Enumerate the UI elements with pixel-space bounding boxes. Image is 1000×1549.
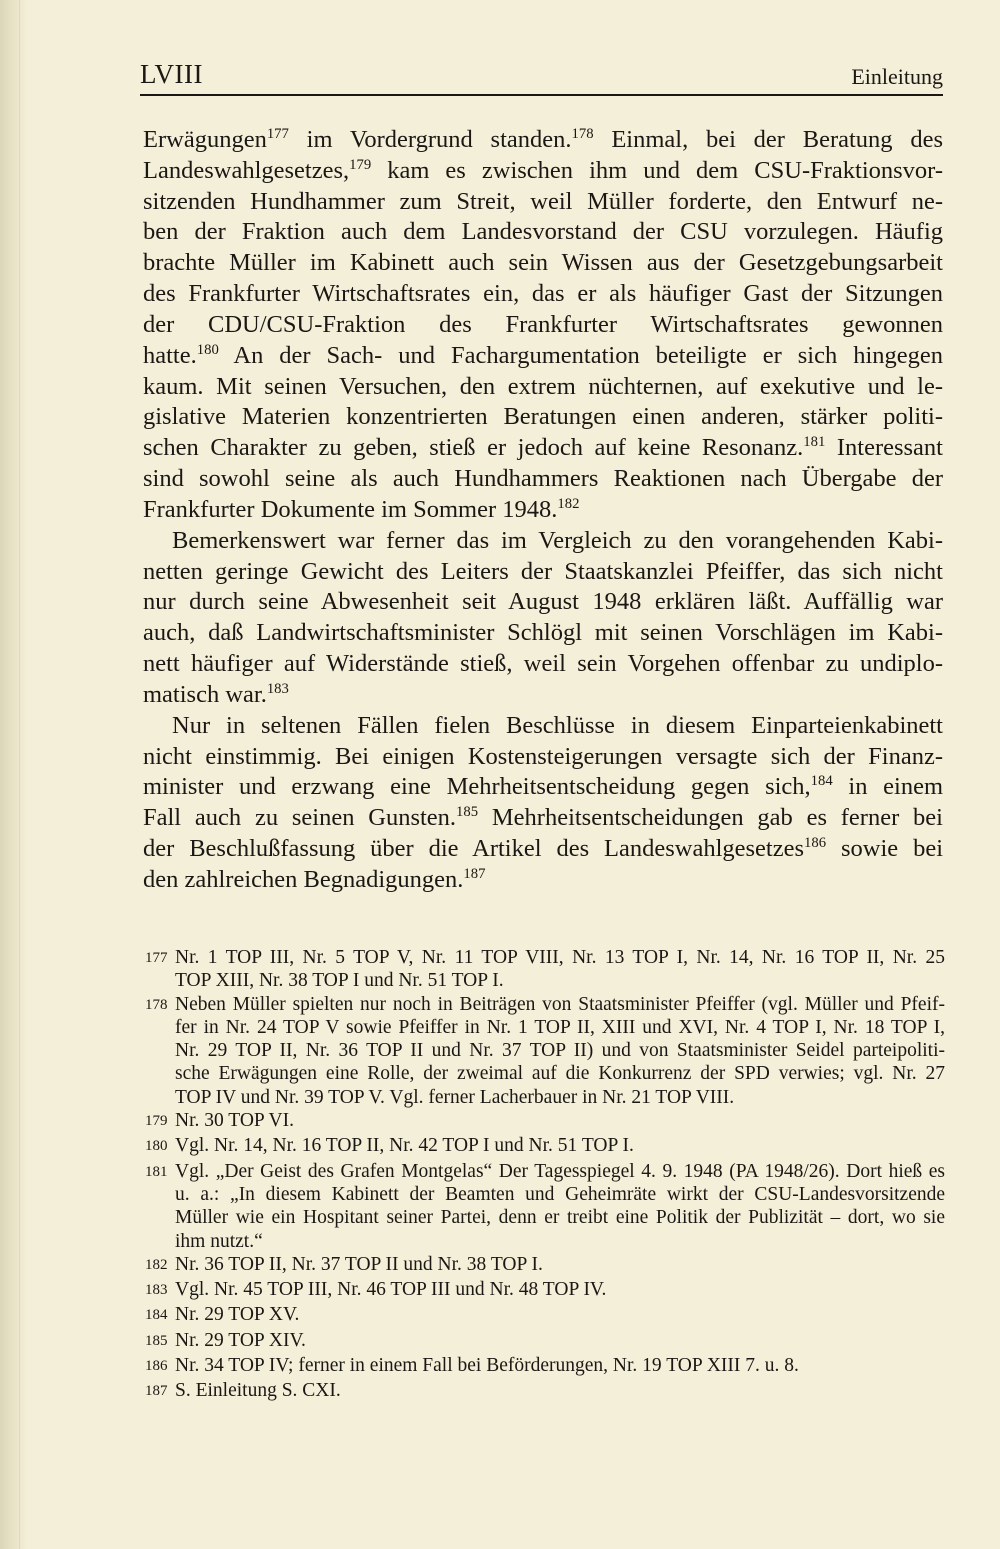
- footnote-line: Vgl. Nr. 14, Nr. 16 TOP II, Nr. 42 TOP I und Nr. 51 TOP I.: [175, 1135, 634, 1157]
- footnote-text: [175, 1160, 945, 1253]
- footnote: [145, 1354, 945, 1379]
- footnote-text: [175, 1329, 945, 1352]
- page-number: LVIII: [140, 59, 203, 89]
- footnote-line: TOP XIII, Nr. 38 TOP I und Nr. 51 TOP I.: [175, 970, 504, 992]
- footnote-line: Vgl. „Der Geist des Grafen Montgelas“ Der Tagesspiegel 4. 9. 1948 (PA 1948/26). Dort hieß es: [175, 1160, 945, 1182]
- footnote: [145, 1160, 945, 1253]
- footnote-line: Nr. 29 TOP II, Nr. 36 TOP II und Nr. 37 TOP II) und von Staatsminister Seidel parteipoliti-: [175, 1040, 945, 1062]
- footnote-line: Nr. 29 TOP XIV.: [175, 1329, 306, 1351]
- footnote-line: S. Einleitung S. CXI.: [175, 1380, 341, 1402]
- footnote-number: 180: [145, 1138, 168, 1155]
- text-line: Bemerkenswert war ferner das im Vergleich zu den vorangehenden Kabi-: [172, 526, 943, 554]
- text-line: Landeswahlgesetzes,$^{179}$ kam es zwischen ihm und dem CSU-Fraktionsvor-: [143, 156, 943, 184]
- footnote-reference: 183: [266, 680, 289, 697]
- text-line: kaum. Mit seinen Versuchen, den extrem nüchternen, auf exekutive und le-: [143, 372, 943, 400]
- footnote-text: [175, 1303, 945, 1326]
- footnote-line: Nr. 36 TOP II, Nr. 37 TOP II und Nr. 38 TOP I.: [175, 1253, 543, 1275]
- footnote-reference: 187: [463, 865, 486, 882]
- footnote-line: fer in Nr. 24 TOP V sowie Pfeiffer in Nr. 1 TOP II, XIII und XVI, Nr. 4 TOP I, Nr. 18 TOP I,: [175, 1016, 945, 1038]
- text-line: der CDU/CSU-Fraktion des Frankfurter Wirtschaftsrates gewonnen: [143, 310, 943, 338]
- paragraph: [143, 526, 943, 711]
- text-line: Fall auch zu seinen Gunsten.$^{185}$ Mehrheitsentscheidungen gab es ferner bei: [143, 804, 943, 832]
- text-line: sitzenden Hundhammer zum Streit, weil Müller forderte, den Entwurf ne-: [143, 187, 943, 215]
- footnote-text: [175, 1134, 945, 1157]
- body-text: [143, 125, 943, 896]
- footnote-line: Müller wie ein Hospitant seiner Partei, denn er treibt eine Politik der Publizität – dort, wo sie: [175, 1207, 945, 1229]
- footnote-line: Neben Müller spielten nur noch in Beiträgen von Staatsminister Pfeiffer (vgl. Müller und Pfeif-: [175, 993, 945, 1015]
- footnote-line: sche Erwägungen eine Rolle, der zweimal auf die Konkurrenz der SPD verwies; vgl. Nr. 27: [175, 1063, 945, 1085]
- footnote-number: 185: [145, 1332, 168, 1349]
- footnote-text: [175, 1109, 945, 1132]
- footnote: [145, 1329, 945, 1354]
- footnote-text: [175, 1354, 945, 1377]
- footnote-line: ihm nutzt.“: [175, 1230, 263, 1252]
- text-line: nicht einstimmig. Bei einigen Kostensteigerungen versagte sich der Finanz-: [143, 742, 943, 770]
- text-line: netten geringe Gewicht des Leiters der Staatskanzlei Pfeiffer, das sich nicht: [143, 557, 943, 585]
- text-line: nur durch seine Abwesenheit seit August 1948 erklären läßt. Auffällig war: [143, 588, 943, 616]
- footnote: [145, 1134, 945, 1159]
- footnote: [145, 993, 945, 1109]
- text-line: der Beschlußfassung über die Artikel des Landeswahlgesetzes$^{186}$ sowie bei: [143, 834, 943, 863]
- text-line: ben der Fraktion auch dem Landesvorstand der CSU vorzulegen. Häufig: [143, 218, 943, 246]
- footnote-line: Nr. 1 TOP III, Nr. 5 TOP V, Nr. 11 TOP VIII, Nr. 13 TOP I, Nr. 14, Nr. 16 TOP II, Nr. 25: [175, 947, 945, 968]
- text-line: gislative Materien konzentrierten Beratungen einen anderen, stärker politi-: [143, 403, 943, 431]
- footnote-line: TOP IV und Nr. 39 TOP V. Vgl. ferner Lacherbauer in Nr. 21 TOP VIII.: [175, 1086, 735, 1108]
- text-line: brachte Müller im Kabinett auch sein Wissen aus der Gesetzgebungsarbeit: [143, 249, 943, 277]
- paragraph: [143, 125, 943, 526]
- footnote-number: 177: [145, 950, 168, 966]
- page-edge-line: [19, 0, 20, 1549]
- footnote: [145, 1253, 945, 1278]
- text-line: Nur in seltenen Fällen fielen Beschlüsse in diesem Einparteienkabinett: [172, 711, 943, 739]
- footnote: [145, 946, 945, 993]
- footnote-reference: 177: [266, 125, 289, 142]
- footnote-reference: 186: [804, 834, 827, 851]
- footnote-line: u. a.: „In diesem Kabinett der Beamten und Geheimräte wirkt der CSU-Landesvorsitzende: [175, 1183, 945, 1205]
- text-line: schen Charakter zu geben, stieß er jedoch auf keine Resonanz.$^{181}$ Interessant: [143, 434, 943, 462]
- footnote-text: [175, 1379, 945, 1402]
- footnote-line: Vgl. Nr. 45 TOP III, Nr. 46 TOP III und Nr. 48 TOP IV.: [175, 1279, 607, 1301]
- text-line: sind sowohl seine als auch Hundhammers Reaktionen nach Übergabe der: [143, 465, 943, 493]
- footnote: [145, 1278, 945, 1303]
- footnote-reference: 184: [810, 773, 833, 790]
- footnote-reference: 181: [803, 434, 826, 451]
- footnote-number: 178: [145, 996, 168, 1013]
- text-line: Erwägungen$^{177}$ im Vordergrund standen.$^{178}$ Einmal, bei der Beratung des: [143, 125, 943, 153]
- header-rule: [140, 94, 943, 96]
- footnote-line: Nr. 34 TOP IV; ferner in einem Fall bei Beförderungen, Nr. 19 TOP XIII 7. u. 8.: [175, 1355, 799, 1377]
- footnote-number: 187: [145, 1383, 168, 1400]
- footnotes: [145, 946, 945, 1405]
- footnote: [145, 1303, 945, 1328]
- footnote-reference: 182: [557, 495, 580, 512]
- page-edge-shadow: [0, 0, 28, 1549]
- text-line: nett häufiger auf Widerstände stieß, weil sein Vorgehen offenbar zu undiplo-: [143, 650, 943, 678]
- text-line: hatte.$^{180}$ An der Sach- und Fachargumentation beteiligte er sich hingegen: [143, 341, 943, 369]
- text-line: den zahlreichen Begnadigungen.$^{187}$: [143, 865, 486, 893]
- footnote-reference: 185: [456, 804, 479, 821]
- footnote-reference: 180: [196, 341, 219, 358]
- footnote: [145, 1379, 945, 1404]
- footnote-number: 183: [145, 1282, 168, 1299]
- footnote-number: 182: [145, 1256, 168, 1273]
- paragraph: [143, 711, 943, 896]
- footnote-text: [175, 1278, 945, 1301]
- footnote: [145, 1109, 945, 1134]
- footnote-number: 181: [145, 1163, 168, 1180]
- footnote-number: 184: [145, 1307, 168, 1324]
- footnote-reference: 179: [349, 156, 372, 173]
- footnote-number: 186: [145, 1358, 168, 1375]
- text-line: matisch war.$^{183}$: [143, 680, 289, 708]
- text-line: minister und erzwang eine Mehrheitsentscheidung gegen sich,$^{184}$ in einem: [143, 773, 944, 801]
- running-title: Einleitung: [851, 64, 943, 89]
- footnote-line: Nr. 29 TOP XV.: [175, 1304, 300, 1326]
- footnote-text: [175, 946, 945, 993]
- footnote-text: [175, 1253, 945, 1276]
- footnote-text: [175, 993, 945, 1109]
- footnote-reference: 178: [571, 125, 594, 142]
- text-line: Frankfurter Dokumente im Sommer 1948.$^{182}$: [143, 495, 580, 523]
- footnote-line: Nr. 30 TOP VI.: [175, 1110, 295, 1132]
- footnote-number: 179: [145, 1113, 168, 1130]
- text-line: auch, daß Landwirtschaftsminister Schlögl mit seinen Vorschlägen im Kabi-: [143, 619, 943, 647]
- text-line: des Frankfurter Wirtschaftsrates ein, das er als häufiger Gast der Sitzungen: [143, 280, 943, 308]
